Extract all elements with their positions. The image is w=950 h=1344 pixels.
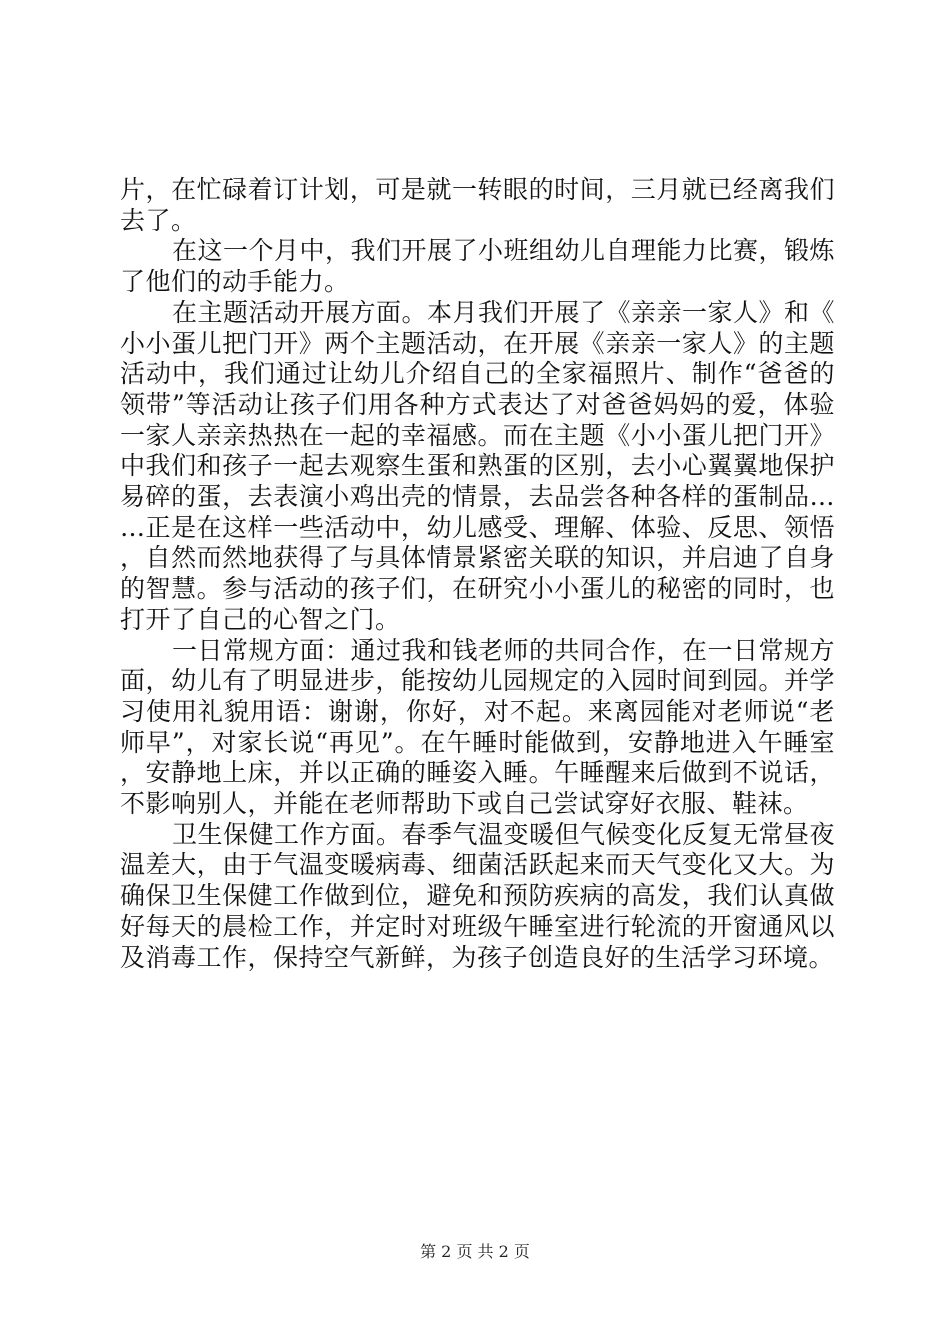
page-number-footer: 第 2 页 共 2 页 xyxy=(420,1242,530,1261)
paragraph-theme-activities: 在主题活动开展方面。本月我们开展了《亲亲一家人》和《小小蛋儿把门开》两个主题活动，在开展《亲亲一家人》的主题活动中，我们通过让幼儿介绍自己的全家福照片、制作“爸爸的领带”等活动让孩子们用各种方式表达了对爸爸妈妈的爱，体验一家人亲亲热热在一起的幸福感。而在主题《小小蛋儿把门开》中我们和孩子一起去观察生蛋和熟蛋的区别，去小心翼翼地保护易碎的蛋，去表演小鸡出壳的情景，去品尝各种各样的蛋制品……正是在这样一些活动中，幼儿感受、理解、体验、反思、领悟，自然而然地获得了与具体情景紧密关联的知识，并启迪了自身的智慧。参与活动的孩子们，在研究小小蛋儿的秘密的同时，也打开了自己的心智之门。 xyxy=(120,297,836,634)
paragraph-health-care: 卫生保健工作方面。春季气温变暖但气候变化反复无常昼夜温差大，由于气温变暖病毒、细菌活跃起来而天气变化又大。为确保卫生保健工作做到位，避免和预防疾病的高发，我们认真做好每天的晨检工作，并定时对班级午睡室进行轮流的开窗通风以及消毒工作，保持空气新鲜，为孩子创造良好的生活学习环境。 xyxy=(120,819,836,972)
paragraph-continuation: 片，在忙碌着订计划，可是就一转眼的时间，三月就已经离我们去了。 xyxy=(120,175,835,235)
document-body xyxy=(120,175,835,973)
paragraph-daily-routine: 一日常规方面：通过我和钱老师的共同合作，在一日常规方面，幼儿有了明显进步，能按幼儿园规定的入园时间到园。并学习使用礼貌用语：谢谢，你好，对不起。来离园能对老师说“老师早”，对家长说“再见”。在午睡时能做到，安静地进入午睡室，安静地上床，并以正确的睡姿入睡。午睡醒来后做到不说话，不影响别人，并能在老师帮助下或自己尝试穿好衣服、鞋袜。 xyxy=(120,635,836,819)
paragraph-self-care-contest: 在这一个月中，我们开展了小班组幼儿自理能力比赛，锻炼了他们的动手能力。 xyxy=(120,236,836,297)
